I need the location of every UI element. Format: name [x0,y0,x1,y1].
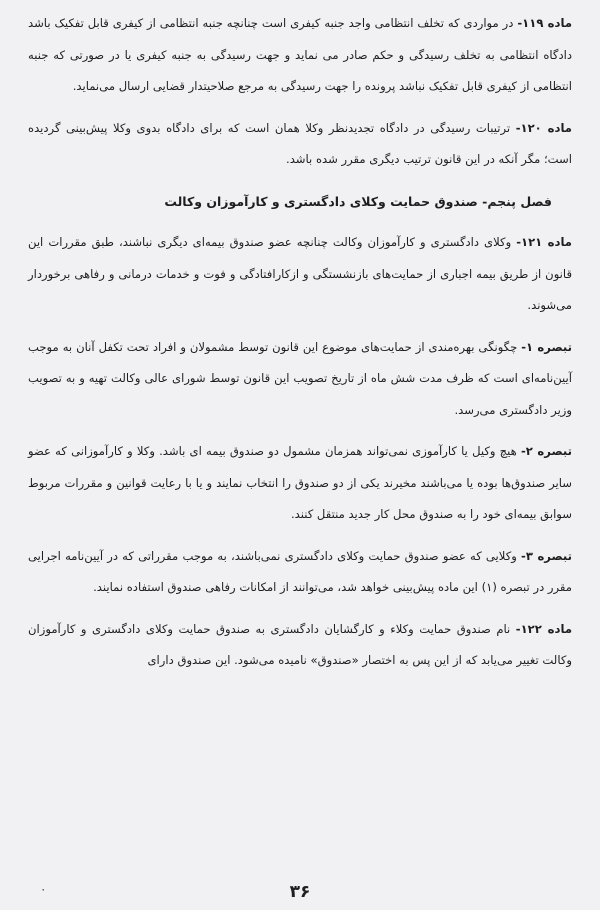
note-1 [28,332,572,427]
note-2 [28,436,572,531]
article-119-label: ماده ۱۱۹- [517,16,572,30]
article-122 [28,614,572,677]
article-122-text: نام صندوق حمایت وکلاء و کارگشایان دادگستری به صندوق حمایت وکلای دادگستری و کارآموزان وکالت تغییر می‌یابد که از این پس به اختصار «صندوق» نامیده می‌شود. این صندوق دارای [28,621,572,667]
note-3-text: وکلایی که عضو صندوق حمایت وکلای دادگستری نمی‌باشند، به موجب مقرراتی که در آیین‌نامه اجرایی مقرر در تبصره (۱) این ماده پیش‌بینی خواهد شد، می‌توانند از امکانات رفاهی صندوق استفاده نمایند. [28,548,572,594]
article-120 [28,113,572,176]
note-3 [28,541,572,604]
article-120-text: ترتیبات رسیدگی در دادگاه تجدیدنظر وکلا همان است که برای دادگاه بدوی وکلا پیش‌بینی گردیده است؛ مگر آنکه در این قانون ترتیب دیگری مقرر شده باشد. [28,120,572,166]
article-119 [28,8,572,103]
note-1-label: تبصره ۱- [521,339,572,354]
note-2-text: هیچ وکیل یا کارآموزی نمی‌تواند همزمان مشمول دو صندوق بیمه ای باشد. وکلا و کارآموزانی که عضو سایر صندوق‌ها بوده یا می‌باشند مخیرند یکی از دو صندوق را انتخاب نمایند و یا با رعایت قوانین و مقررات مربوط سوابق بیمه‌ای خود را به صندوق محل کار جدید منتقل کنند. [28,444,572,521]
article-120-label: ماده ۱۲۰- [515,120,572,135]
article-121-label: ماده ۱۲۱- [516,235,572,249]
note-3-label: تبصره ۳- [521,548,573,563]
article-121-text: وکلای دادگستری و کارآموزان وکالت چنانچه عضو صندوق بیمه‌ای دیگری نباشند، طبق مقررات این قانون از طریق بیمه اجباری از حمایت‌های بازنشستگی و ازکارافتادگی و فوت و خدمات درمانی و رفاهی برخوردار می‌شوند. [28,235,572,312]
note-2-label: تبصره ۲- [520,444,572,458]
article-119-text: در مواردی که تخلف انتظامی واجد جنبه کیفری است چنانچه جنبه انتظامی از کیفری قابل تفکیک باشد دادگاه انتظامی به تخلف رسیدگی و حکم صادر می نماید و جهت رسیدگی به جنبه کیفری یا در صورتی که جنبه انتظامی از کیفری قابل تفکیک نباشد پرونده را جهت رسیدگی به مرجع صلاحیتدار قضایی ارسال می‌نماید. [28,16,572,93]
chapter-heading: فصل پنجم- صندوق حمایت وکلای دادگستری و کارآموزان وکالت [164,193,552,209]
page-number: ۳۶ [289,882,311,902]
note-1-text: چگونگی بهره‌مندی از حمایت‌های موضوع این قانون توسط مشمولان و افراد تحت تکفل آنان به موجب آیین‌نامه‌ای است که ظرف مدت شش ماه از تاریخ تصویب این قانون توسط شورای عالی وکالت تهیه و به تصویب وزیر دادگستری می‌رسد. [28,339,572,417]
article-122-label: ماده ۱۲۲- [515,621,572,636]
margin-mark: ۰ [40,882,47,896]
article-121 [28,227,572,322]
